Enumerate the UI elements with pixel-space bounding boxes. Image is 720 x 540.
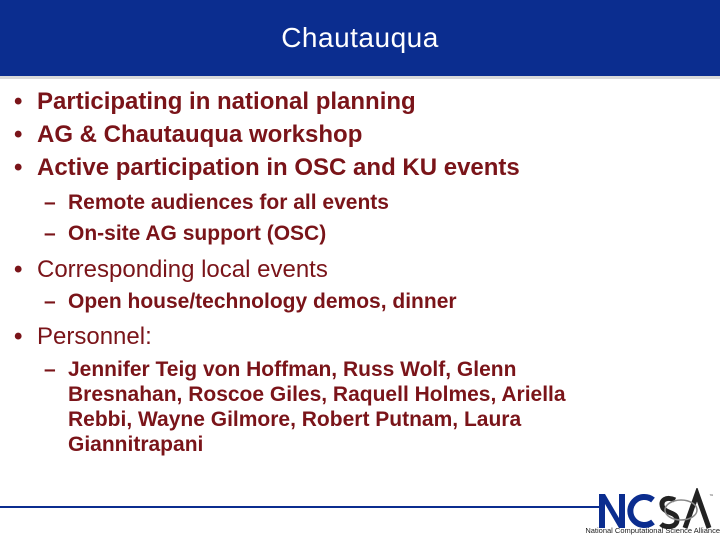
slide-title: Chautauqua — [281, 22, 439, 53]
logo-tm: ™ — [709, 494, 714, 500]
personnel-line: Bresnahan, Roscoe Giles, Raquell Holmes, Ariella — [68, 383, 566, 406]
bullet-text: AG & Chautauqua workshop — [37, 121, 363, 148]
personnel-line: Rebbi, Wayne Gilmore, Robert Putnam, Laura — [68, 408, 522, 431]
bullet-marker: • — [14, 256, 23, 283]
footer-rule — [0, 506, 600, 508]
sub-bullet-text: On-site AG support (OSC) — [68, 222, 327, 245]
bullet-text: Personnel: — [37, 323, 152, 350]
sub-bullet-text: Open house/technology demos, dinner — [68, 290, 457, 313]
sub-bullet-text: Remote audiences for all events — [68, 191, 389, 214]
bullet-marker: • — [14, 154, 23, 181]
bullet-text: Active participation in OSC and KU events — [37, 154, 520, 181]
logo-letter-n — [599, 494, 625, 528]
title-bar — [0, 0, 720, 76]
logo-caption: National Computational Science Alliance — [585, 526, 720, 535]
title-divider — [0, 76, 720, 79]
sub-bullet-marker: – — [44, 222, 56, 245]
personnel-line: Jennifer Teig von Hoffman, Russ Wolf, Glenn — [68, 358, 517, 381]
bullet-text: Participating in national planning — [37, 88, 416, 115]
sub-bullet-marker: – — [44, 290, 56, 313]
personnel-line: Giannitrapani — [68, 433, 204, 456]
logo-letter-c — [630, 497, 653, 525]
bullet-marker: • — [14, 121, 23, 148]
sub-bullet-marker: – — [44, 191, 56, 214]
bullet-marker: • — [14, 323, 23, 350]
bullet-text: Corresponding local events — [37, 256, 328, 283]
bullet-marker: • — [14, 88, 23, 115]
sub-bullet-marker: – — [44, 358, 56, 381]
